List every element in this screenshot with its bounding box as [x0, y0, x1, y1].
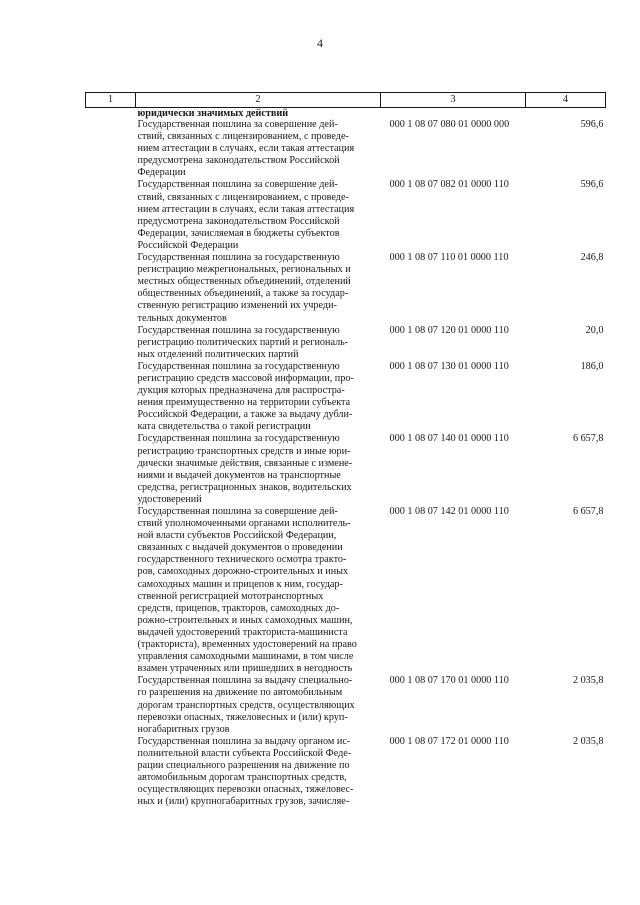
table-row — [86, 433, 606, 506]
row-empty-cell — [86, 506, 136, 675]
description-line: регистрацию транспортных средств и иные юри- — [137, 445, 351, 457]
description-line: Государственная пошлина за государственную — [137, 433, 340, 445]
row-amount: 20,0 — [585, 324, 604, 336]
table-row — [86, 179, 606, 252]
row-description — [136, 506, 381, 675]
continuation-text: юридически значимых действий — [137, 108, 289, 119]
description-line: самоходных машин и прицепов к ним, государ- — [137, 578, 343, 590]
header-col-2: 2 — [136, 93, 381, 108]
row-budget-code: 000 1 08 07 140 01 0000 110 — [389, 433, 509, 445]
description-line: Государственная пошлина за совершение дей- — [137, 119, 338, 130]
description-line: дукция которых предназначена для распростра- — [137, 385, 345, 397]
description-line: ных отделений политических партий — [137, 348, 299, 360]
row-empty-cell — [86, 736, 136, 809]
revenue-table — [85, 92, 606, 808]
description-line: предусмотрена законодательством Российской — [137, 215, 340, 227]
row-description — [136, 252, 381, 325]
row-description — [136, 119, 381, 179]
row-empty-cell — [86, 119, 136, 179]
row-budget-code: 000 1 08 07 172 01 0000 110 — [389, 735, 509, 747]
description-line: ствий уполномоченными органами исполнитель- — [137, 518, 351, 530]
table-row — [86, 325, 606, 361]
description-line: рожно-строительных и иных самоходных машин, — [137, 614, 353, 626]
description-line: местных общественных объединений, отделений — [137, 276, 351, 288]
row-description — [136, 433, 381, 506]
table-row — [86, 252, 606, 325]
description-line: полнительной власти субъекта Российской Феде- — [137, 747, 352, 759]
description-line: рации специального разрешения на движение по — [137, 759, 350, 771]
row-description — [136, 179, 381, 252]
header-col-4: 4 — [526, 93, 606, 108]
table-body — [86, 108, 606, 809]
row-amount: 596,6 — [580, 119, 604, 130]
description-line: предусмотрена законодательством Российской — [137, 155, 340, 167]
description-line: связанных с выдачей документов о проведении — [137, 542, 343, 554]
table-row — [86, 675, 606, 735]
description-line: Государственная пошлина за совершение дей- — [137, 179, 338, 191]
page-number: 4 — [317, 36, 323, 50]
description-line: нения преимущественно на территории субъекта — [137, 397, 351, 409]
row-amount: 246,8 — [580, 252, 604, 264]
header-col-1: 1 — [86, 93, 136, 108]
description-line: перевозки опасных, тяжеловесных и (или) круп- — [137, 711, 348, 723]
description-line: Российской Федерации — [137, 239, 239, 251]
row-description — [136, 675, 381, 735]
row-budget-code: 000 1 08 07 080 01 0000 000 — [389, 119, 510, 130]
description-line: дорогам транспортных средств, осуществляющих — [137, 699, 355, 711]
description-line: ственной регистрацией мототранспортных — [137, 590, 324, 602]
row-empty-cell — [381, 108, 526, 120]
row-empty-cell — [86, 433, 136, 506]
description-line: выдачей удостоверений тракториста-машиниста — [137, 626, 348, 638]
description-line: общественных объединений, а также за государ- — [137, 288, 349, 300]
description-line: регистрацию межрегиональных, региональных и — [137, 264, 351, 276]
row-empty-cell — [86, 108, 136, 120]
row-empty-cell — [86, 252, 136, 325]
description-line: ката свидетельства о такой регистрации — [137, 421, 311, 433]
description-line: средства, регистрационных знаков, водительских — [137, 481, 352, 493]
description-line: удостоверений — [137, 493, 202, 505]
table-row — [86, 119, 606, 179]
description-line: средств, прицепов, тракторов, самоходных до- — [137, 602, 340, 614]
description-line: Российской Федерации, а также за выдачу дубли- — [137, 409, 353, 421]
table-header-row — [86, 93, 606, 108]
description-line: Государственная пошлина за государственную — [137, 360, 340, 372]
table-row — [86, 506, 606, 675]
description-line: ной власти субъектов Российской Федерации, — [137, 530, 337, 542]
description-line: Федерации — [137, 167, 186, 179]
row-empty-cell — [86, 325, 136, 361]
row-description — [136, 736, 381, 809]
row-amount: 6 657,8 — [572, 433, 604, 445]
row-amount: 2 035,8 — [572, 675, 604, 687]
description-line: го разрешения на движение по автомобильным — [137, 687, 343, 699]
description-line: Государственная пошлина за совершение дей- — [137, 506, 338, 517]
row-budget-code: 000 1 08 07 110 01 0000 110 — [389, 252, 509, 264]
description-line: регистрацию средств массовой информации, про- — [137, 372, 354, 384]
row-amount: 596,6 — [580, 179, 604, 191]
description-line: ров, самоходных дорожно-строительных и иных — [137, 566, 349, 578]
description-line: государственного технического осмотра тракто- — [137, 554, 347, 566]
row-budget-code: 000 1 08 07 130 01 0000 110 — [389, 360, 509, 372]
description-line: управления самоходными машинами, в том числе — [137, 651, 354, 663]
description-line: Государственная пошлина за государственную — [137, 324, 340, 336]
row-amount: 6 657,8 — [572, 506, 604, 517]
row-budget-code: 000 1 08 07 082 01 0000 110 — [389, 179, 509, 191]
description-line: Федерации, зачисляемая в бюджеты субъектов — [137, 227, 340, 239]
description-line: взамен утраченных или пришедших в негодность — [137, 663, 353, 675]
description-line: Государственная пошлина за выдачу органом ис- — [137, 735, 351, 747]
description-line: регистрацию политических партий и региональ- — [137, 336, 349, 348]
description-line: ных и (или) крупногабаритных грузов, зачисляе- — [137, 796, 350, 808]
table-row — [86, 736, 606, 809]
row-empty-cell — [526, 108, 606, 120]
description-line: автомобильным дорогам транспортных средств, — [137, 772, 347, 784]
row-budget-code: 000 1 08 07 120 01 0000 110 — [389, 324, 509, 336]
row-budget-code: 000 1 08 07 142 01 0000 110 — [389, 506, 509, 517]
description-line: ствий, связанных с лицензированием, с проведе- — [137, 191, 349, 203]
description-line: ствий, связанных с лицензированием, с проведе- — [137, 131, 349, 143]
description-line: осуществляющих перевозки опасных, тяжеловес- — [137, 784, 354, 796]
description-line: Государственная пошлина за выдачу специально- — [137, 675, 353, 687]
continuation-row — [86, 108, 606, 120]
header-col-3: 3 — [381, 93, 526, 108]
description-line: нием аттестации в случаях, если такая аттестация — [137, 203, 355, 215]
table-row — [86, 361, 606, 434]
row-budget-code: 000 1 08 07 170 01 0000 110 — [389, 675, 509, 687]
description-line: ниями и выдачей документов на транспортные — [137, 469, 341, 481]
description-line: ственную регистрацию изменений их учреди- — [137, 300, 337, 312]
description-line: дически значимые действия, связанные с измене- — [137, 457, 353, 469]
description-line: нием аттестации в случаях, если такая аттестация — [137, 143, 355, 155]
description-line: Государственная пошлина за государственную — [137, 252, 340, 264]
row-amount: 186,0 — [580, 360, 604, 372]
description-line: тельных документов — [137, 312, 227, 324]
row-empty-cell — [86, 361, 136, 434]
row-empty-cell — [86, 675, 136, 735]
row-description — [136, 325, 381, 361]
description-line: ногабаритных грузов — [137, 723, 230, 735]
row-empty-cell — [86, 179, 136, 252]
description-line: (тракториста), временных удостоверений на право — [137, 639, 357, 651]
row-description — [136, 361, 381, 434]
row-amount: 2 035,8 — [572, 735, 604, 747]
